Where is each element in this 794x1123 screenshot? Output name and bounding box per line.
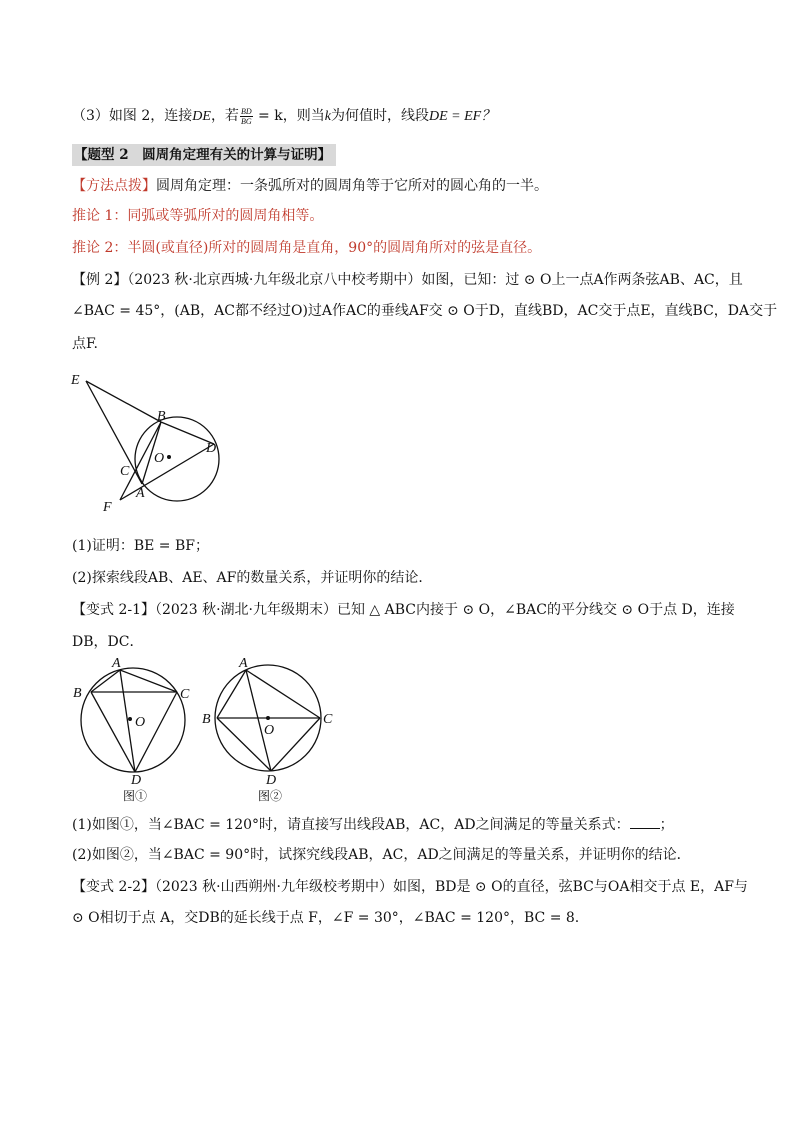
example-2-q2: (2)探索线段AB、AE、AF的数量关系，并证明你的结论． (72, 570, 433, 586)
fig2-caption: 图① (123, 789, 148, 803)
fig3-label-a: A (239, 656, 248, 671)
q3-eq: DE = EF？ (428, 109, 496, 124)
label-e: E (71, 373, 80, 388)
circle-o-fig1 (135, 417, 219, 501)
label-o: O (154, 451, 165, 466)
label-c: C (120, 464, 130, 479)
fig3-caption: 图② (258, 789, 283, 803)
variant-2-2-line-2: ⊙ O相切于点 A，交DB的延长线于点 F，∠F = 30°，∠BAC = 120°，BC = 8. (72, 910, 580, 926)
chord-ad-fig3 (246, 670, 271, 771)
chord-cd-fig2 (135, 692, 177, 772)
example-2-line-1: 【例 2】（2023 秋·北京西城·九年级北京八中校考期中）如图，已知：过 ⊙ O上一点A作两条弦AB、AC，且 (72, 272, 743, 288)
section-heading: 【题型 2 圆周角定理有关的计算与证明】 (72, 144, 336, 166)
variant-2-1-q2: (2)如图②，当∠BAC = 90°时，试探究线段AB，AC，AD之间满足的等量关系，并证明你的结论． (72, 847, 691, 863)
fig2-label-b: B (73, 686, 82, 701)
variant-2-2-line-1: 【变式 2-2】（2023 秋·山西朔州·九年级校考期中）如图，BD是 ⊙ O的直径，弦BC与OA相交于点 E，AF与 (72, 879, 748, 895)
variant-2-1-q1-text: (1)如图①，当∠BAC = 120°时，请直接写出线段AB，AC，AD之间满足的等量关系式： (72, 817, 630, 833)
fig3-label-d: D (266, 773, 277, 788)
variant-2-1-line-1: 【变式 2-1】（2023 秋·湖北·九年级期末）已知 △ ABC内接于 ⊙ O，∠BAC的平分线交 ⊙ O于点 D，连接 (72, 602, 735, 618)
fig3-label-o: O (264, 723, 275, 738)
fraction-numerator: BD (240, 106, 252, 116)
corollary-1-tag: 推论 1： (72, 208, 128, 224)
corollary-2-tag: 推论 2： (72, 240, 128, 256)
label-b: B (157, 409, 166, 424)
q3-tail: 为何值时，线段 (330, 108, 429, 124)
center-dot-fig1 (167, 455, 171, 459)
label-f: F (103, 500, 112, 515)
q3-eq-k: = k，则当 (253, 108, 325, 124)
center-dot-fig3 (266, 716, 270, 720)
chord-ab-fig2 (91, 670, 120, 692)
fig2-label-o: O (135, 715, 146, 730)
chord-bd-fig3 (217, 718, 271, 771)
chord-ac-fig3 (246, 670, 320, 718)
example-2-line-3: 点F. (72, 336, 98, 352)
chord-ac-fig2 (120, 670, 177, 692)
label-a: A (136, 486, 145, 501)
corollary-2-text: 半圆(或直径)所对的圆周角是直角，90°的圆周角所对的弦是直径。 (127, 240, 542, 256)
chord-ad-fig2 (120, 670, 135, 772)
answer-blank[interactable] (630, 814, 660, 829)
fig2-label-a: A (112, 656, 121, 671)
label-d: D (206, 441, 217, 456)
fig3-label-c: C (323, 712, 333, 727)
corollary-1-text: 同弧或等弧所对的圆周角相等。 (127, 208, 324, 224)
variant-2-1-q1-suffix: ； (659, 817, 674, 833)
center-dot-fig2 (128, 717, 132, 721)
q3-comma: ，若 (210, 108, 239, 124)
q3-k: k (324, 109, 331, 124)
q3-de: DE (192, 109, 211, 124)
fig3-label-b: B (202, 712, 211, 727)
example-2-line-2: ∠BAC = 45°，(AB，AC都不经过O)过A作AC的垂线AF交 ⊙ O于D，直线BD，AC交于点E，直线BC，DA交于 (72, 303, 778, 319)
method-text: 圆周角定理：一条弧所对的圆周角等于它所对的圆心角的一半。 (156, 178, 548, 194)
fraction-denominator: BG (240, 116, 252, 126)
variant-2-1-line-2: DB，DC． (72, 634, 144, 650)
method-tag: 【方法点拨】 (72, 178, 156, 194)
fig2-label-d: D (131, 773, 142, 788)
variant-2-1-q1 (72, 814, 674, 835)
q3-prefix: （3）如图 2，连接 (72, 108, 193, 124)
chord-bd-fig2 (91, 692, 135, 772)
example-2-q1: (1)证明：BE = BF； (72, 538, 209, 554)
fig2-label-c: C (180, 687, 190, 702)
